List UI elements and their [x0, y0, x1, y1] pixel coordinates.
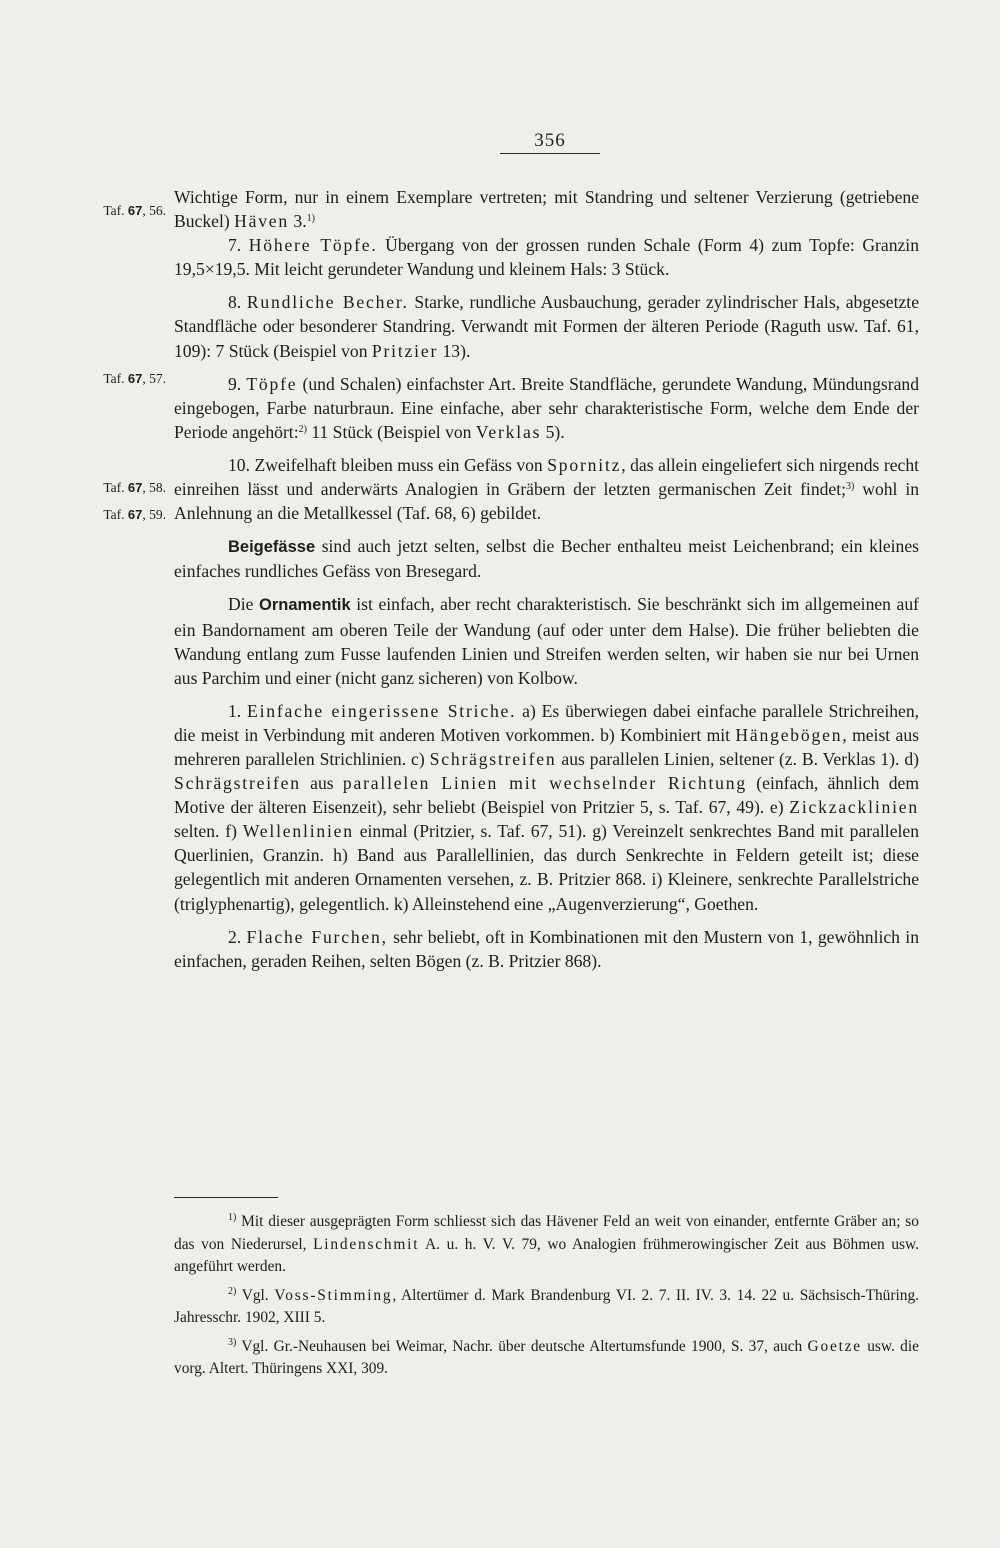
footnote-rule — [174, 1197, 278, 1198]
page-number-rule — [500, 153, 600, 154]
paragraph: Wichtige Form, nur in einem Exemplare vertreten; mit Standring und seltener Verzierung (getriebene Buckel) Häven 3.$^{1)}$ — [174, 187, 919, 232]
paragraph: 1. Einfache eingerissene Striche. a) Es überwiegen dabei einfache parallele Strichreihen, die meist in Verbindung mit anderen Motiven vorkommen. b) Kombiniert mit Hängebögen, meist aus mehreren parallelen Strichlinien. c) Schrägstreifen aus parallelen Linien, seltener (z. B. Verklas 1). d) Schrägstreifen aus parallelen Linien mit wechselnder Richtung (einfach, ähnlich dem Motive der älteren Eisenzeit), sehr beliebt (Beispiel von Pritzier 5, s. Taf. 67, 49). e) Zickzacklinien selten. f) Wellenlinien einmal (Pritzier, s. Taf. 67, 51). g) Vereinzelt senkrechtes Band mit parallelen Querlinien, Granzin. h) Band aus Parallellinien, das durch Senkrechte in Feldern geteilt ist; diese gelegentlich mit anderen Ornamenten versehen, z. B. Pritzier 868. i) Kleinere, senkrechte Parallelstriche (triglyphenartig), gelegentlich. k) Alleinstehend eine „Augenverzierung“, Goethen. — [174, 700, 920, 914]
footnotes — [174, 1211, 919, 1387]
paragraph: 7. Höhere Töpfe. Übergang von der grossen runden Schale (Form 4) zum Topfe: Granzin 19,5×19,5. Mit leicht gerundeter Wandung und kleinem Hals: 3 Stück. — [174, 235, 919, 280]
paragraph: Die Ornamentik ist einfach, aber recht charakteristisch. Sie beschränkt sich im allgemeinen auf ein Bandornament am oberen Teile der Wandung (auf oder unter dem Halse). Die früher beliebten die Wandung entlang zum Fusse laufenden Linien und Streifen werden selten, wir haben sie nur bei Urnen aus Parchim und einer (nicht ganz sicheren) von Kolbow. — [174, 594, 919, 688]
margin-note: Taf. 67, 58. — [103, 480, 166, 495]
margin-note: Taf. 67, 56. — [103, 203, 166, 218]
footnote: $^{2)}$ Vgl. Voss-Stimming, Altertümer d. Mark Brandenburg VI. 2. 7. II. IV. 3. 14. 22 u. Sächsisch-Thüring. Jahresschr. 1902, XIII 5. — [174, 1285, 920, 1326]
paragraph: 8. Rundliche Becher. Starke, rundliche Ausbauchung, gerader zylindrischer Hals, abgesetzte Standfläche oder besonderer Standring. Verwandt mit Formen der älteren Periode (Raguth usw. Taf. 61, 109): 7 Stück (Beispiel von Pritzier 13). — [174, 292, 920, 361]
margin-note: Taf. 67, 59. — [103, 507, 166, 522]
page-number: 356 — [534, 130, 566, 151]
main-text — [174, 185, 919, 973]
paragraph: 10. Zweifelhaft bleiben muss ein Gefäss von Spornitz, das allein eingeliefert sich nirgends recht einreihen lässt und anderwärts Analogien in Gräbern der letzten germanischen Zeit findet;$^{3)}$ wohl in Anlehnung an die Metallkessel (Taf. 68, 6) gebildet. — [174, 454, 920, 524]
paragraph: 2. Flache Furchen, sehr beliebt, oft in Kombinationen mit den Mustern von 1, gewöhnlich in einfachen, geraden Reihen, selten Bögen (z. B. Pritzier 868). — [174, 926, 919, 971]
footnote: $^{3)}$ Vgl. Gr.-Neuhausen bei Weimar, Nachr. über deutsche Altertumsfunde 1900, S. 37, auch Goetze usw. die vorg. Altert. Thüringens XXI, 309. — [174, 1336, 919, 1377]
margin-note: Taf. 67, 57. — [103, 371, 166, 386]
footnote: $^{1)}$ Mit dieser ausgeprägten Form schliesst sich das Hävener Feld an weit von einander, entfernte Gräber an; so das von Niederursel, Lindenschmit A. u. h. V. V. 79, wo Analogien frühmerowingischer Zeit aus Böhmen usw. angeführt werden. — [174, 1212, 919, 1275]
paragraph: Beigefässe sind auch jetzt selten, selbst die Becher enthalteu meist Leichenbrand; ein kleines einfaches rundliches Gefäss von Bresegard. — [174, 536, 919, 582]
paragraph: 9. Töpfe (und Schalen) einfachster Art. Breite Standfläche, gerundete Wandung, Mündungsrand eingebogen, Farbe naturbraun. Eine einfache, aber sehr charakteristische Form, welche dem Ende der Periode angehört:$^{2)}$ 11 Stück (Beispiel von Verklas 5). — [174, 373, 920, 442]
